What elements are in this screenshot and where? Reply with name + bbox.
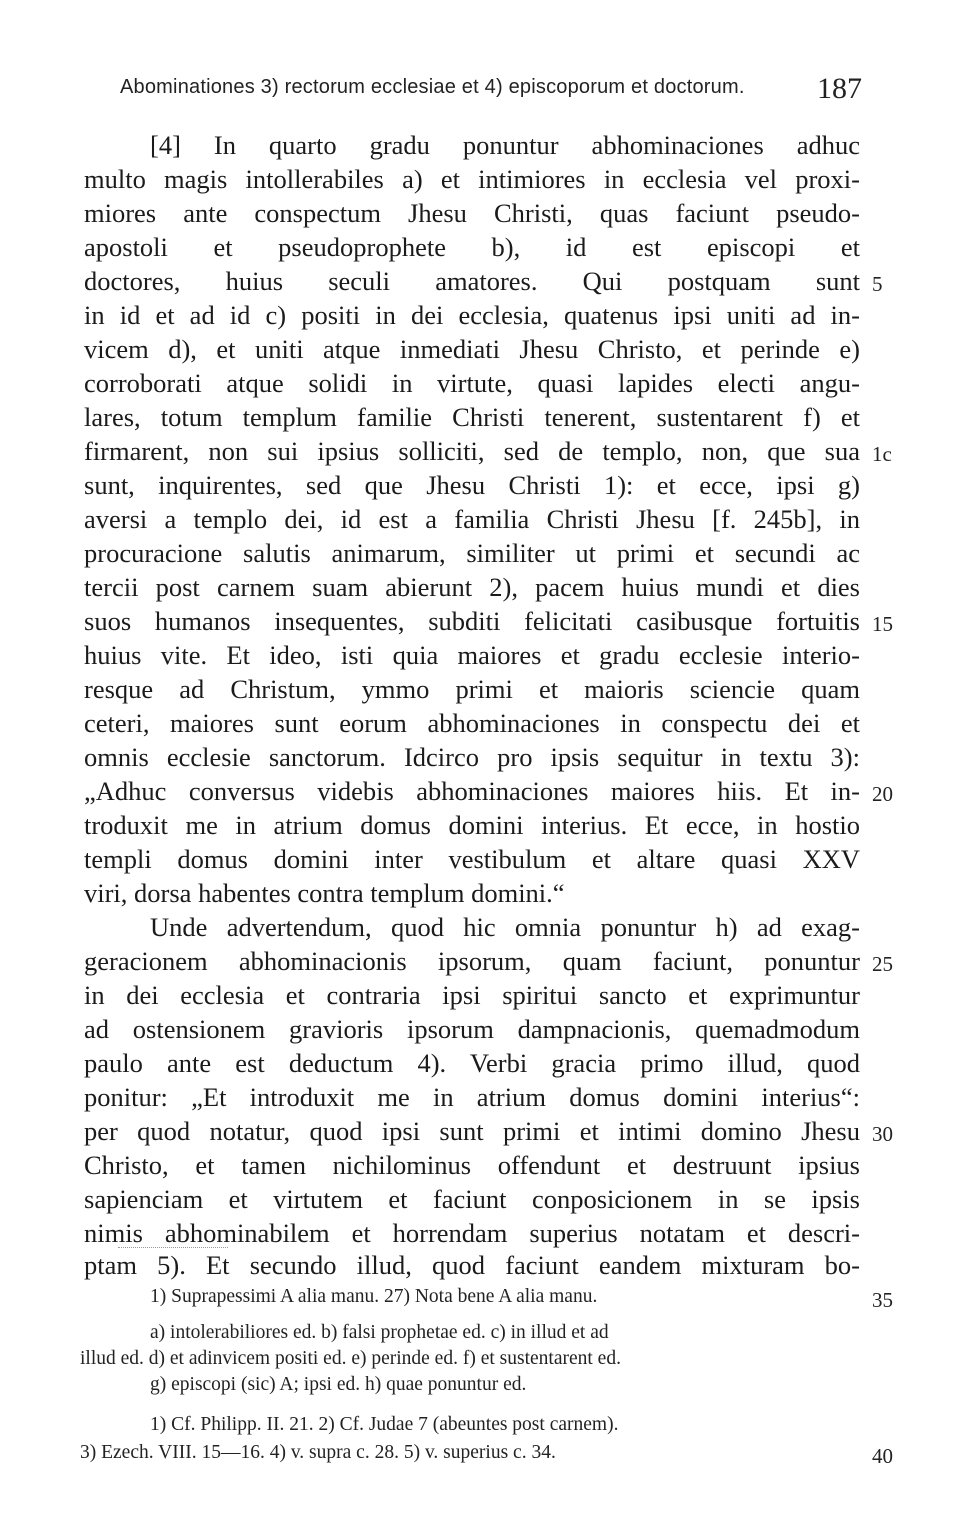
text-line: paulo ante est deductum 4). Verbi gracia primo illud, quod <box>84 1048 860 1078</box>
text-line: tercii post carnem suam abierunt 2), pacem huius mundi et dies <box>84 572 860 602</box>
footnote-line: illud ed. d) et adinvicem positi ed. e) perinde ed. f) et sustentarent ed. <box>80 1348 621 1369</box>
text-line: in id et ad id c) positi in dei ecclesia, quatenus ipsi uniti ad in- <box>84 300 860 330</box>
text-line: corroborati atque solidi in virtute, quasi lapides electi angu- <box>84 368 860 398</box>
line-number: 1c <box>872 442 892 466</box>
text-line: doctores, huius seculi amatores. Qui postquam sunt <box>84 266 860 296</box>
footnote-line: g) episcopi (sic) A; ipsi ed. h) quae ponuntur ed. <box>150 1374 527 1395</box>
text-line: firmarent, non sui ipsius solliciti, sed de templo, non, que sua <box>84 436 860 466</box>
text-line: geracionem abhominacionis ipsorum, quam faciunt, ponuntur <box>84 946 860 976</box>
text-line: omnis ecclesie sanctorum. Idcirco pro ipsis sequitur in textu 3): <box>84 742 860 772</box>
footnote-line: 3) Ezech. VIII. 15—16. 4) v. supra c. 28. 5) v. superius c. 34. <box>80 1442 556 1463</box>
footnote-line: a) intolerabiliores ed. b) falsi prophetae ed. c) in illud et ad <box>150 1322 609 1343</box>
text-line: troduxit me in atrium domus domini interius. Et ecce, in hostio <box>84 810 860 840</box>
text-line: multo magis intollerabiles a) et intimiores in ecclesia vel proxi- <box>84 164 860 194</box>
text-line: nimis abhominabilem et horrendam superius notatam et descri- <box>84 1218 860 1248</box>
page-number: 187 <box>817 72 862 105</box>
text-line: templi domus domini inter vestibulum et altare quasi XXV <box>84 844 860 874</box>
text-line: in dei ecclesia et contraria ipsi spiritui sancto et exprimuntur <box>84 980 860 1010</box>
text-line: Unde advertendum, quod hic omnia ponuntur h) ad exag- <box>150 912 860 942</box>
text-line: per quod notatur, quod ipsi sunt primi et intimi domino Jhesu <box>84 1116 860 1146</box>
line-number: 30 <box>872 1122 893 1146</box>
text-line: lares, totum templum familie Christi tenerent, sustentarent f) et <box>84 402 860 432</box>
text-line: ceteri, maiores sunt eorum abhominaciones in conspectu dei et <box>84 708 860 738</box>
text-line: miores ante conspectum Jhesu Christi, quas faciunt pseudo- <box>84 198 860 228</box>
text-line: vicem d), et uniti atque inmediati Jhesu Christo, et perinde e) <box>84 334 860 364</box>
page-header <box>120 72 890 110</box>
footnote-rule <box>118 1247 228 1248</box>
text-line: ad ostensionem gravioris ipsorum dampnacionis, quemadmodum <box>84 1014 860 1044</box>
footnote-line: 1) Cf. Philipp. II. 21. 2) Cf. Judae 7 (abeuntes post carnem). <box>150 1414 619 1435</box>
text-line: ponitur: „Et introduxit me in atrium domus domini interius“: <box>84 1082 860 1112</box>
footnote-line: 1) Suprapessimi A alia manu. 27) Nota bene A alia manu. <box>150 1286 598 1307</box>
text-line: suos humanos insequentes, subditi felicitati casibusque fortuitis <box>84 606 860 636</box>
text-line: sunt, inquirentes, sed que Jhesu Christi 1): et ecce, ipsi g) <box>84 470 860 500</box>
text-line: Christo, et tamen nichilominus offendunt et destruunt ipsius <box>84 1150 860 1180</box>
text-line: procuracione salutis animarum, similiter ut primi et secundi ac <box>84 538 860 568</box>
text-line: viri, dorsa habentes contra templum domini.“ <box>84 878 565 908</box>
text-line: huius vite. Et ideo, isti quia maiores et gradu ecclesie interio- <box>84 640 860 670</box>
line-number: 40 <box>872 1444 893 1468</box>
text-line: ptam 5). Et secundo illud, quod faciunt eandem mixturam bo- <box>84 1250 860 1280</box>
text-line: sapienciam et virtutem et faciunt conposicionem in se ipsis <box>84 1184 860 1214</box>
running-head: Abominationes 3) rectorum ecclesiae et 4) episcoporum et doctorum. <box>120 76 745 98</box>
text-line: resque ad Christum, ymmo primi et maioris sciencie quam <box>84 674 860 704</box>
line-number: 15 <box>872 612 893 636</box>
line-number: 35 <box>872 1288 893 1312</box>
line-number: 25 <box>872 952 893 976</box>
text-line: aversi a templo dei, id est a familia Christi Jhesu [f. 245b], in <box>84 504 860 534</box>
line-number: 5 <box>872 272 883 296</box>
text-line: „Adhuc conversus videbis abhominaciones maiores hiis. Et in- <box>84 776 860 806</box>
text-line: [4] In quarto gradu ponuntur abhominaciones adhuc <box>150 130 860 160</box>
text-line: apostoli et pseudoprophete b), id est episcopi et <box>84 232 860 262</box>
line-number: 20 <box>872 782 893 806</box>
